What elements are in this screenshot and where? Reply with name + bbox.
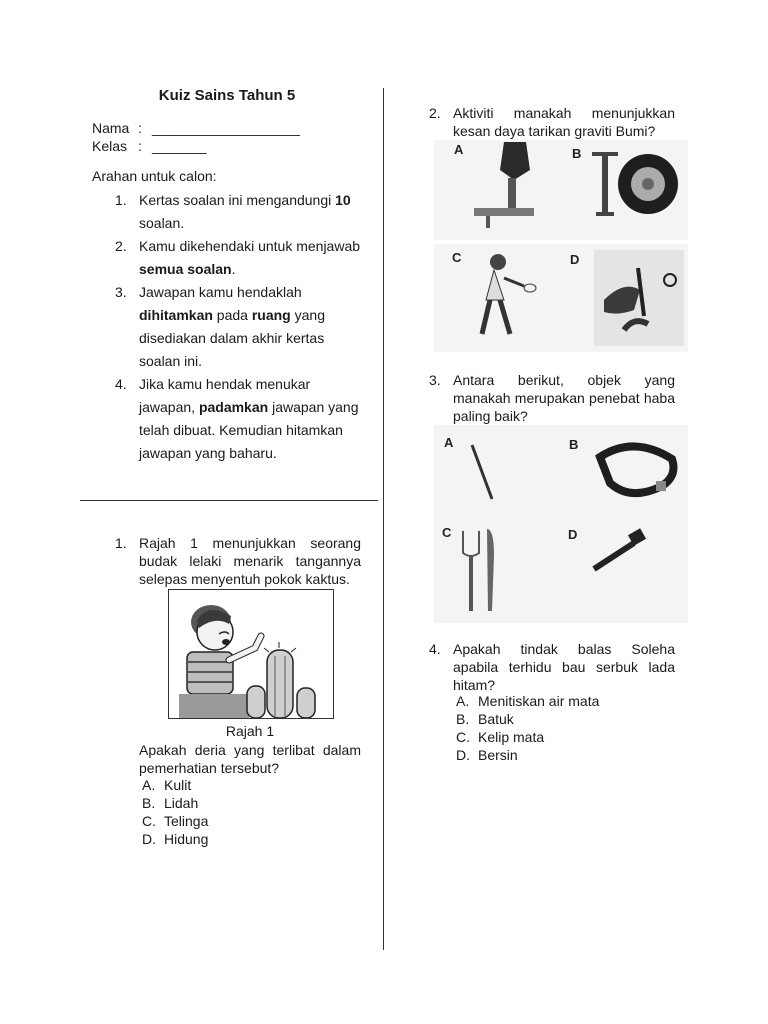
column-divider [383, 88, 384, 950]
instruction-text: Jawapan kamu hendaklah [139, 284, 302, 300]
figure-1-illustration [168, 589, 334, 719]
instruction-text: soalan. [139, 215, 185, 231]
option-text: Menitiskan air mata [478, 693, 600, 709]
instruction-number: 4. [115, 376, 127, 392]
option-letter: A. [142, 777, 156, 793]
instructions-heading: Arahan untuk calon: [92, 168, 217, 184]
option-label-d: D [570, 252, 580, 267]
option-text: Telinga [164, 813, 209, 829]
option-d[interactable] [456, 746, 599, 764]
class-label: Kelas [92, 138, 128, 154]
instructions-list [115, 189, 365, 465]
instruction-text: yang disediakan dalam akhir kertas soalan ini. [139, 307, 325, 369]
option-a[interactable] [456, 692, 599, 710]
instruction-item [115, 373, 365, 465]
option-a[interactable] [142, 776, 208, 794]
option-text: Kulit [164, 777, 192, 793]
option-letter: B. [456, 711, 470, 727]
section-divider [80, 500, 378, 501]
question-number: 2. [429, 105, 441, 121]
instruction-text: pada [212, 307, 252, 323]
question-1 [115, 534, 361, 588]
option-label-b: B [572, 146, 582, 161]
instruction-bold: dihitamkan [139, 307, 213, 323]
figure-caption: Rajah 1 [225, 723, 275, 739]
question-3 [429, 371, 675, 425]
question-2 [429, 104, 675, 140]
option-letter: A. [456, 693, 470, 709]
option-label-d: D [568, 527, 578, 542]
instruction-item [115, 189, 365, 235]
option-letter: C. [456, 729, 470, 745]
instruction-bold: 10 [335, 192, 351, 208]
option-b[interactable] [142, 794, 208, 812]
name-colon: : [138, 120, 142, 136]
instruction-bold: semua soalan [139, 261, 232, 277]
option-letter: B. [142, 795, 156, 811]
option-label-c: C [452, 250, 462, 265]
name-label: Nama [92, 120, 130, 136]
instruction-text: Kamu dikehendaki untuk menjawab [139, 238, 361, 254]
instruction-number: 3. [115, 284, 127, 300]
page-title: Kuiz Sains Tahun 5 [158, 87, 296, 104]
option-text: Batuk [478, 711, 514, 727]
option-text: Kelip mata [478, 729, 545, 745]
option-d[interactable] [142, 830, 208, 848]
option-label-b: B [569, 437, 579, 452]
instruction-text: Kertas soalan ini mengandungi [139, 192, 336, 208]
instruction-text: Jika kamu hendak menukar jawapan, [139, 376, 311, 415]
option-text: Hidung [164, 831, 209, 847]
class-blank: _______ [152, 138, 207, 154]
question-text: Aktiviti manakah menunjukkan kesan daya tarikan graviti Bumi? [453, 105, 675, 139]
question-number: 3. [429, 372, 441, 388]
class-field [92, 138, 207, 154]
question-number: 1. [115, 535, 127, 551]
option-label-a: A [454, 142, 464, 157]
option-text: Bersin [478, 747, 518, 763]
option-b[interactable] [456, 710, 599, 728]
question-2-photo [434, 140, 688, 352]
question-1-options [142, 776, 208, 848]
question-4-options [456, 692, 599, 764]
instruction-text: . [231, 261, 236, 277]
class-colon: : [138, 138, 142, 154]
instruction-number: 1. [115, 192, 127, 208]
question-text: Antara berikut, objek yang manakah merupakan penebat haba paling baik? [453, 372, 675, 424]
option-c[interactable] [142, 812, 208, 830]
option-text: Lidah [164, 795, 199, 811]
question-prompt: Apakah deria yang terlibat dalam pemerhatian tersebut? [139, 742, 361, 776]
instruction-item [115, 281, 365, 373]
instruction-bold: padamkan [198, 399, 269, 415]
question-3-photo [434, 425, 688, 623]
name-blank: ___________________ [152, 120, 300, 136]
question-4 [429, 640, 675, 694]
question-text: Rajah 1 menunjukkan seorang budak lelaki menarik tangannya selepas menyentuh pokok kaktus. [139, 535, 361, 587]
question-text: Apakah tindak balas Soleha apabila terhidu bau serbuk lada hitam? [453, 641, 675, 693]
option-letter: D. [456, 747, 470, 763]
option-label-a: A [444, 435, 454, 450]
option-letter: C. [142, 813, 156, 829]
option-letter: D. [142, 831, 156, 847]
option-label-c: C [442, 525, 452, 540]
instruction-item [115, 235, 365, 281]
instruction-text: jawapan yang telah dibuat. Kemudian hitamkan jawapan yang baharu. [139, 399, 359, 461]
option-c[interactable] [456, 728, 599, 746]
instruction-number: 2. [115, 238, 127, 254]
name-field [92, 120, 300, 136]
question-number: 4. [429, 641, 441, 657]
question-1-prompt [139, 741, 361, 777]
instruction-bold: ruang [251, 307, 291, 323]
